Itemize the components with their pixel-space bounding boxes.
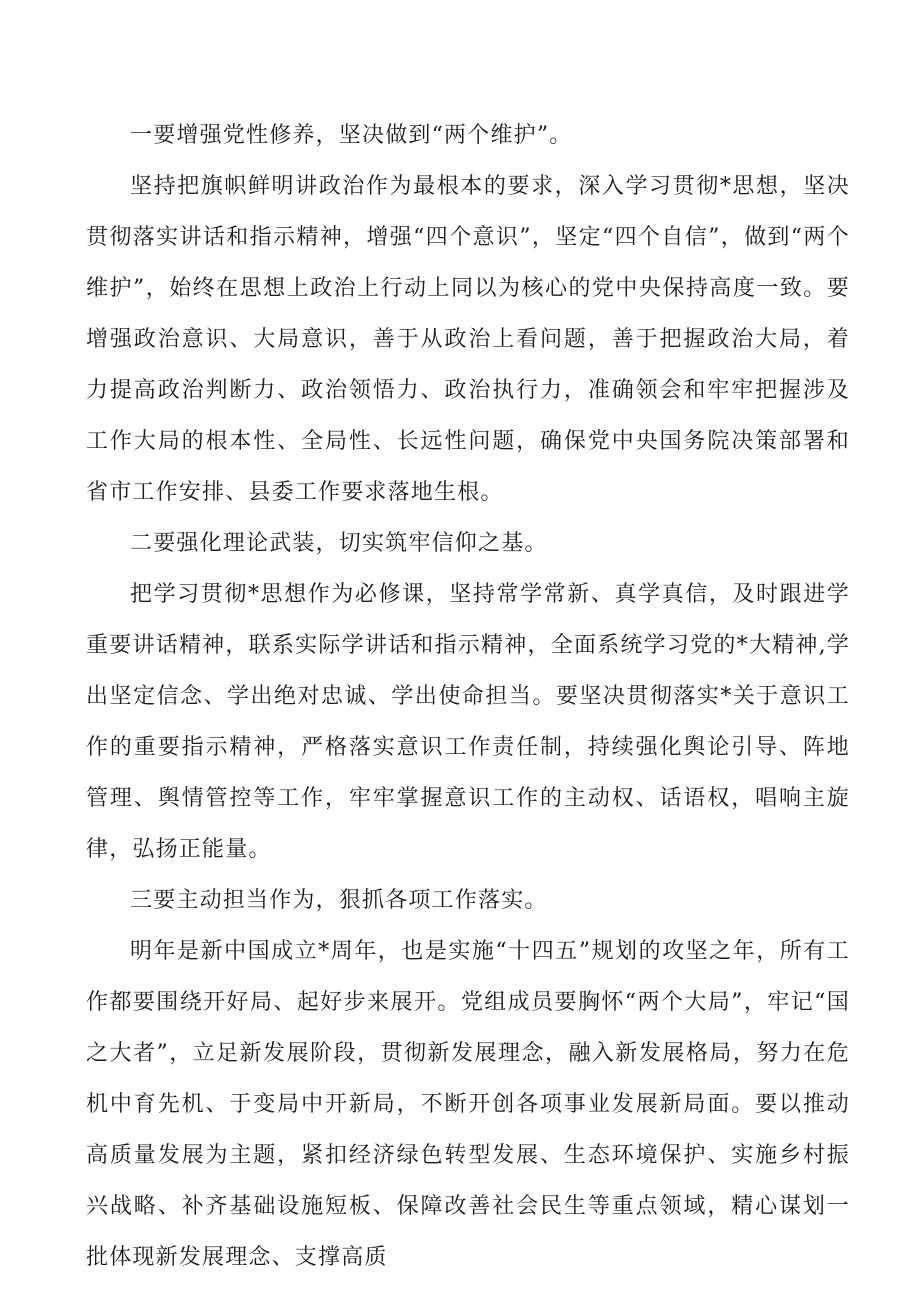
section-heading-3: 三要主动担当作为，狠抓各项工作落实。 (130, 888, 548, 913)
section-paragraph-2: 把学习贯彻*思想作为必修课，坚持常学常新、真学真信，及时跟进学重要讲话精神，联系实际学讲话和指示精神，全面系统学习党的*大精神,学出坚定信念、学出绝对忠诚、学出使命担当。要坚决贯彻落实*关于意识工作的重要指示精神，严格落实意识工作责任制，持续强化舆论引导、阵地管理、舆情管控等工作，牢牢掌握意识工作的主动权、话语权，唱响主旋律，弘扬正能量。 (86, 582, 850, 862)
section-paragraph-3: 明年是新中国成立*周年，也是实施“十四五”规划的攻坚之年，所有工作都要围绕开好局、起好步来展开。党组成员要胸怀“两个大局”，牢记“国之大者”，立足新发展阶段，贯彻新发展理念，融入新发展格局，努力在危机中育先机、于变局中开新局，不断开创各项事业发展新局面。要以推动高质量发展为主题，紧扣经济绿色转型发展、生态环境保护、实施乡村振兴战略、补齐基础设施短板、保障改善社会民生等重点领域，精心谋划一批体现新发展理念、支撑高质 (86, 939, 850, 1270)
section-heading-1: 一要增强党性修养，坚决做到“两个维护”。 (130, 123, 573, 148)
section-heading-2: 二要强化理论武装，切实筑牢信仰之基。 (130, 531, 548, 556)
section-paragraph-1: 坚持把旗帜鲜明讲政治作为最根本的要求，深入学习贯彻*思想，坚决贯彻落实讲话和指示精神，增强“四个意识”，坚定“四个自信”，做到“两个维护”，始终在思想上政治上行动上同以为核心的党中央保持高度一致。要增强政治意识、大局意识，善于从政治上看问题，善于把握政治大局，着力提高政治判断力、政治领悟力、政治执行力，准确领会和牢牢把握涉及工作大局的根本性、全局性、长远性问题，确保党中央国务院决策部署和省市工作安排、县委工作要求落地生根。 (86, 174, 850, 505)
document-body (86, 110, 850, 1283)
